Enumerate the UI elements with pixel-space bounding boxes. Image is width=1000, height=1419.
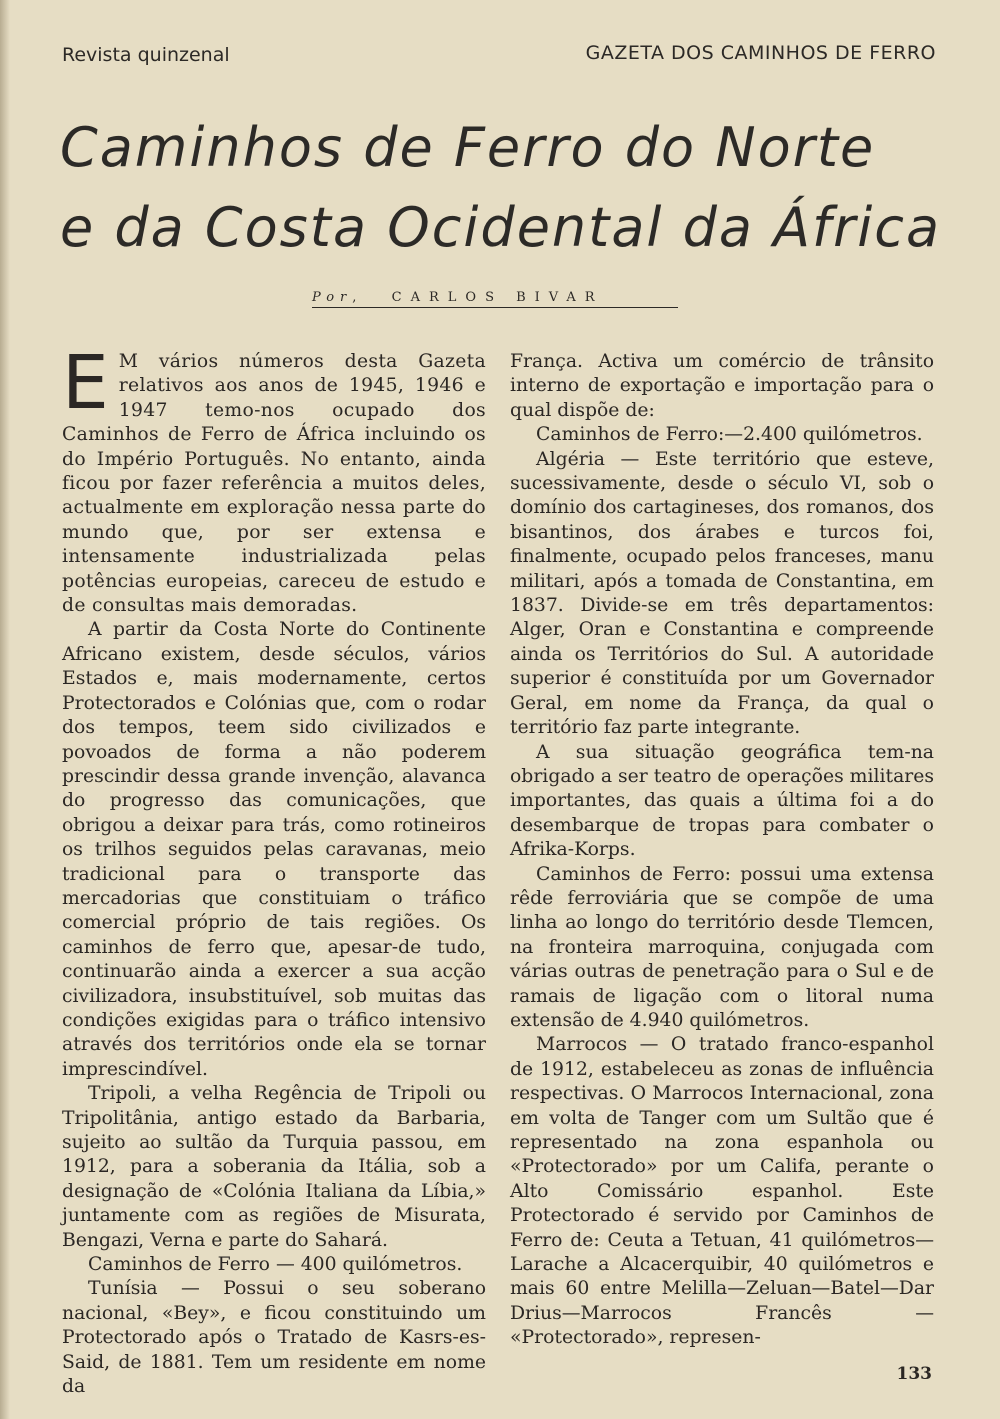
byline-prefix: Por xyxy=(312,290,353,305)
byline xyxy=(312,290,678,308)
paragraph-1-text: M vários números desta Gazeta relativos aos anos de 1945, 1946 e 1947 temo-nos ocupado dos Caminhos de Ferro de África incluindo os do Império Português. No entanto, ainda ficou por fazer referência a muitos deles, actualmente em exploração nessa parte do mundo que, por ser extensa e intensamente industrializada pelas potências europeias, careceu de estudo e de consultas mais demoradas. xyxy=(62,351,486,617)
running-header-right: GAZETA DOS CAMINHOS DE FERRO xyxy=(585,42,936,64)
article-title-line-2: e da Costa Ocidental da África xyxy=(60,196,942,259)
paragraph-2: A partir da Costa Norte do Continente Africano existem, desde séculos, vários Estados e, mais modernamente, certos Protectorados e Colónias que, com o rodar dos tempos, teem sido civilizados e povoados de forma a não poderem prescindir dessa grande invenção, alavanca do progresso das comunicações, que obrigou a deixar para trás, como rotineiros os trilhos seguidos pelas caravanas, meio tradicional para o transporte das mercadorias que constituiam o tráfico comercial próprio de tais regiões. Os caminhos de ferro que, apesar-de tudo, continuarão ainda a exercer a sua acção civilizadora, insubstituível, sob muitas das condições exigidas para o tráfico intensivo através dos territórios onde ela se tornar imprescindível. xyxy=(62,619,486,1080)
paragraph-7: Caminhos de Ferro:—2.400 quilómetros. xyxy=(536,424,923,446)
paragraph-11: Marrocos — O tratado franco-espanhol de 1912, estabeleceu as zonas de influência respectivas. O Marrocos Internacional, zona em volta de Tanger com um Sultão que é representado na zona espanhola ou «Protectorado» por um Califa, perante o Alto Comissário espanhol. Este Protectorado é servido por Caminhos de Ferro de: Ceuta a Tetuan, 41 quilómetros—Larache a Alcacerquibir, 40 quilómetros e mais 60 entre Melilla—Zeluan—Batel—Dar Drius—Marrocos Francês — «Protectorado», represen- xyxy=(510,1034,934,1349)
page-number: 133 xyxy=(896,1364,932,1384)
paragraph-6: França. Activa um comércio de trânsito interno de exportação e importação para o qual dispõe de: xyxy=(510,351,934,421)
paragraph-5: Tunísia — Possui o seu soberano nacional, «Bey», e ficou constituindo um Protectorado após o Tratado de Kasrs-es-Said, de 1881. Tem um residente em nome da xyxy=(62,1278,486,1398)
byline-comma: , xyxy=(352,290,392,305)
article-title xyxy=(60,108,950,268)
paragraph-4: Caminhos de Ferro — 400 quilómetros. xyxy=(88,1254,463,1276)
drop-cap: E xyxy=(62,340,109,426)
paragraph-1 xyxy=(62,340,486,618)
paragraph-8: Algéria — Este território que esteve, sucessivamente, desde o século VI, sob o domínio dos cartagineses, dos romanos, dos bisantinos, dos árabes e turcos foi, finalmente, ocupado pelos franceses, manu militari, após a tomada de Constantina, em 1837. Divide-se em três departamentos: Alger, Oran e Constantina e compreende ainda os Territórios do Sul. A autoridade superior é constituída por um Governador Geral, em nome da França, da qual o território faz parte integrante. xyxy=(510,448,934,739)
page-fold-shadow xyxy=(0,0,10,1419)
paragraph-3: Tripoli, a velha Regência de Tripoli ou Tripolitânia, antigo estado da Barbaria, sujeito ao sultão da Turquia passou, em 1912, para a soberania da Itália, sob a designação de «Colónia Italiana da Líbia,» juntamente com as regiões de Misurata, Bengazi, Verna e parte do Sahará. xyxy=(62,1083,486,1251)
article-title-line-1: Caminhos de Ferro do Norte xyxy=(60,116,876,179)
column-left xyxy=(62,340,486,1399)
running-header-left: Revista quinzenal xyxy=(62,44,230,66)
paragraph-10: Caminhos de Ferro: possui uma extensa rêde ferroviária que se compõe de uma linha ao longo do território desde Tlemcen, na fronteira marroquina, conjugada com várias outras de penetração para o Sul e de ramais de ligação com o litoral numa extensão de 4.940 quilómetros. xyxy=(510,863,934,1031)
column-right xyxy=(510,350,934,1351)
paragraph-9: A sua situação geográfica tem-na obrigado a ser teatro de operações militares importantes, das quais a última foi a do desembarque de tropas para combater o Afrika-Korps. xyxy=(510,741,934,861)
byline-author: CARLOS BIVAR xyxy=(391,290,604,305)
